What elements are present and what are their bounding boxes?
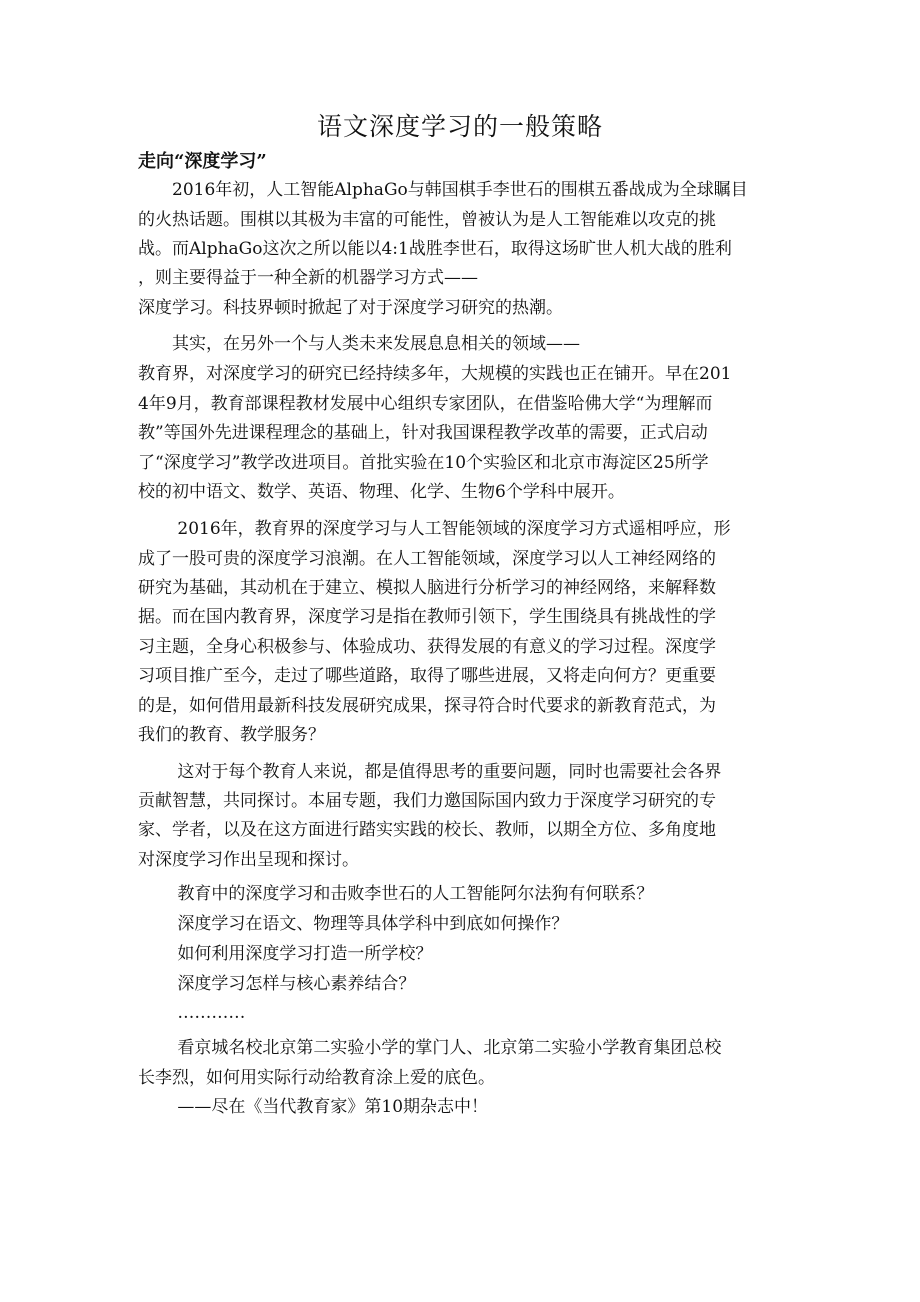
paragraph-line: 看京城名校北京第二实验小学的掌门人、北京第二实验小学教育集团总校 bbox=[138, 1038, 722, 1058]
paragraph-line: 2016年初，人工智能AlphaGo与韩国棋手李世石的围棋五番战成为全球瞩目 bbox=[138, 180, 748, 200]
paragraph-line: 家、学者，以及在这方面进行踏实实践的校长、教师，以期全方位、多角度地 bbox=[138, 820, 716, 840]
section-heading: 走向“深度学习” bbox=[138, 151, 267, 172]
paragraph-line: 我们的教育、教学服务？ bbox=[138, 725, 325, 745]
paragraph-line: 教育中的深度学习和击败李世石的人工智能阿尔法狗有何联系？ bbox=[138, 884, 654, 904]
document-title: 语文深度学习的一般策略 bbox=[316, 112, 603, 141]
paragraph-line: 校的初中语文、数学、英语、物理、化学、生物6个学科中展开。 bbox=[138, 482, 625, 502]
paragraph-line: 4年9月，教育部课程教材发展中心组织专家团队，在借鉴哈佛大学“为理解而 bbox=[138, 394, 713, 414]
paragraph-line: 习主题，全身心积极参与、体验成功、获得发展的有意义的学习过程。深度学 bbox=[138, 637, 716, 657]
paragraph-line: 据。而在国内教育界，深度学习是指在教师引领下，学生围绕具有挑战性的学 bbox=[138, 607, 716, 627]
paragraph-line: 深度学习怎样与核心素养结合？ bbox=[138, 974, 416, 994]
paragraph-line: 2016年，教育界的深度学习与人工智能领域的深度学习方式遥相呼应，形 bbox=[138, 519, 731, 539]
paragraph-line: 的是，如何借用最新科技发展研究成果，探寻符合时代要求的新教育范式，为 bbox=[138, 696, 716, 716]
paragraph-line: ——尽在《当代教育家》第10期杂志中！ bbox=[138, 1097, 489, 1117]
paragraph-line: 贡献智慧，共同探讨。本届专题，我们力邀国际国内致力于深度学习研究的专 bbox=[138, 791, 716, 811]
paragraph-line: ，则主要得益于一种全新的机器学习方式—— bbox=[138, 268, 478, 288]
paragraph-line: 对深度学习作出呈现和探讨。 bbox=[138, 850, 359, 870]
paragraph-line: 其实，在另外一个与人类未来发展息息相关的领域—— bbox=[138, 334, 580, 354]
paragraph-line: 教”等国外先进课程理念的基础上，针对我国课程教学改革的需要，正式启动 bbox=[138, 423, 708, 443]
paragraph-line: 研究为基础，其动机在于建立、模拟人脑进行分析学习的神经网络，来解释数 bbox=[138, 578, 716, 598]
paragraph-line: 成了一股可贵的深度学习浪潮。在人工智能领域，深度学习以人工神经网络的 bbox=[138, 549, 716, 569]
paragraph-line: 的火热话题。围棋以其极为丰富的可能性，曾被认为是人工智能难以攻克的挑 bbox=[138, 210, 716, 230]
paragraph-line: 深度学习在语文、物理等具体学科中到底如何操作？ bbox=[138, 914, 569, 934]
paragraph-line: 深度学习。科技界顿时掀起了对于深度学习研究的热潮。 bbox=[138, 298, 563, 318]
paragraph-line: 长李烈，如何用实际行动给教育涂上爱的底色。 bbox=[138, 1068, 495, 1088]
paragraph-line: 了“深度学习”教学改进项目。首批实验在10个实验区和北京市海淀区25所学 bbox=[138, 453, 709, 473]
paragraph-line: 战。而AlphaGo这次之所以能以4:1战胜李世石，取得这场旷世人机大战的胜利 bbox=[138, 239, 732, 259]
paragraph-line: 习项目推广至今，走过了哪些道路，取得了哪些进展，又将走向何方？更重要 bbox=[138, 666, 716, 686]
paragraph-line: 如何利用深度学习打造一所学校？ bbox=[138, 944, 433, 964]
paragraph-line: ………… bbox=[138, 1003, 246, 1023]
paragraph-line: 这对于每个教育人来说，都是值得思考的重要问题，同时也需要社会各界 bbox=[138, 762, 722, 782]
paragraph-line: 教育界，对深度学习的研究已经持续多年，大规模的实践也正在铺开。早在201 bbox=[138, 364, 732, 384]
